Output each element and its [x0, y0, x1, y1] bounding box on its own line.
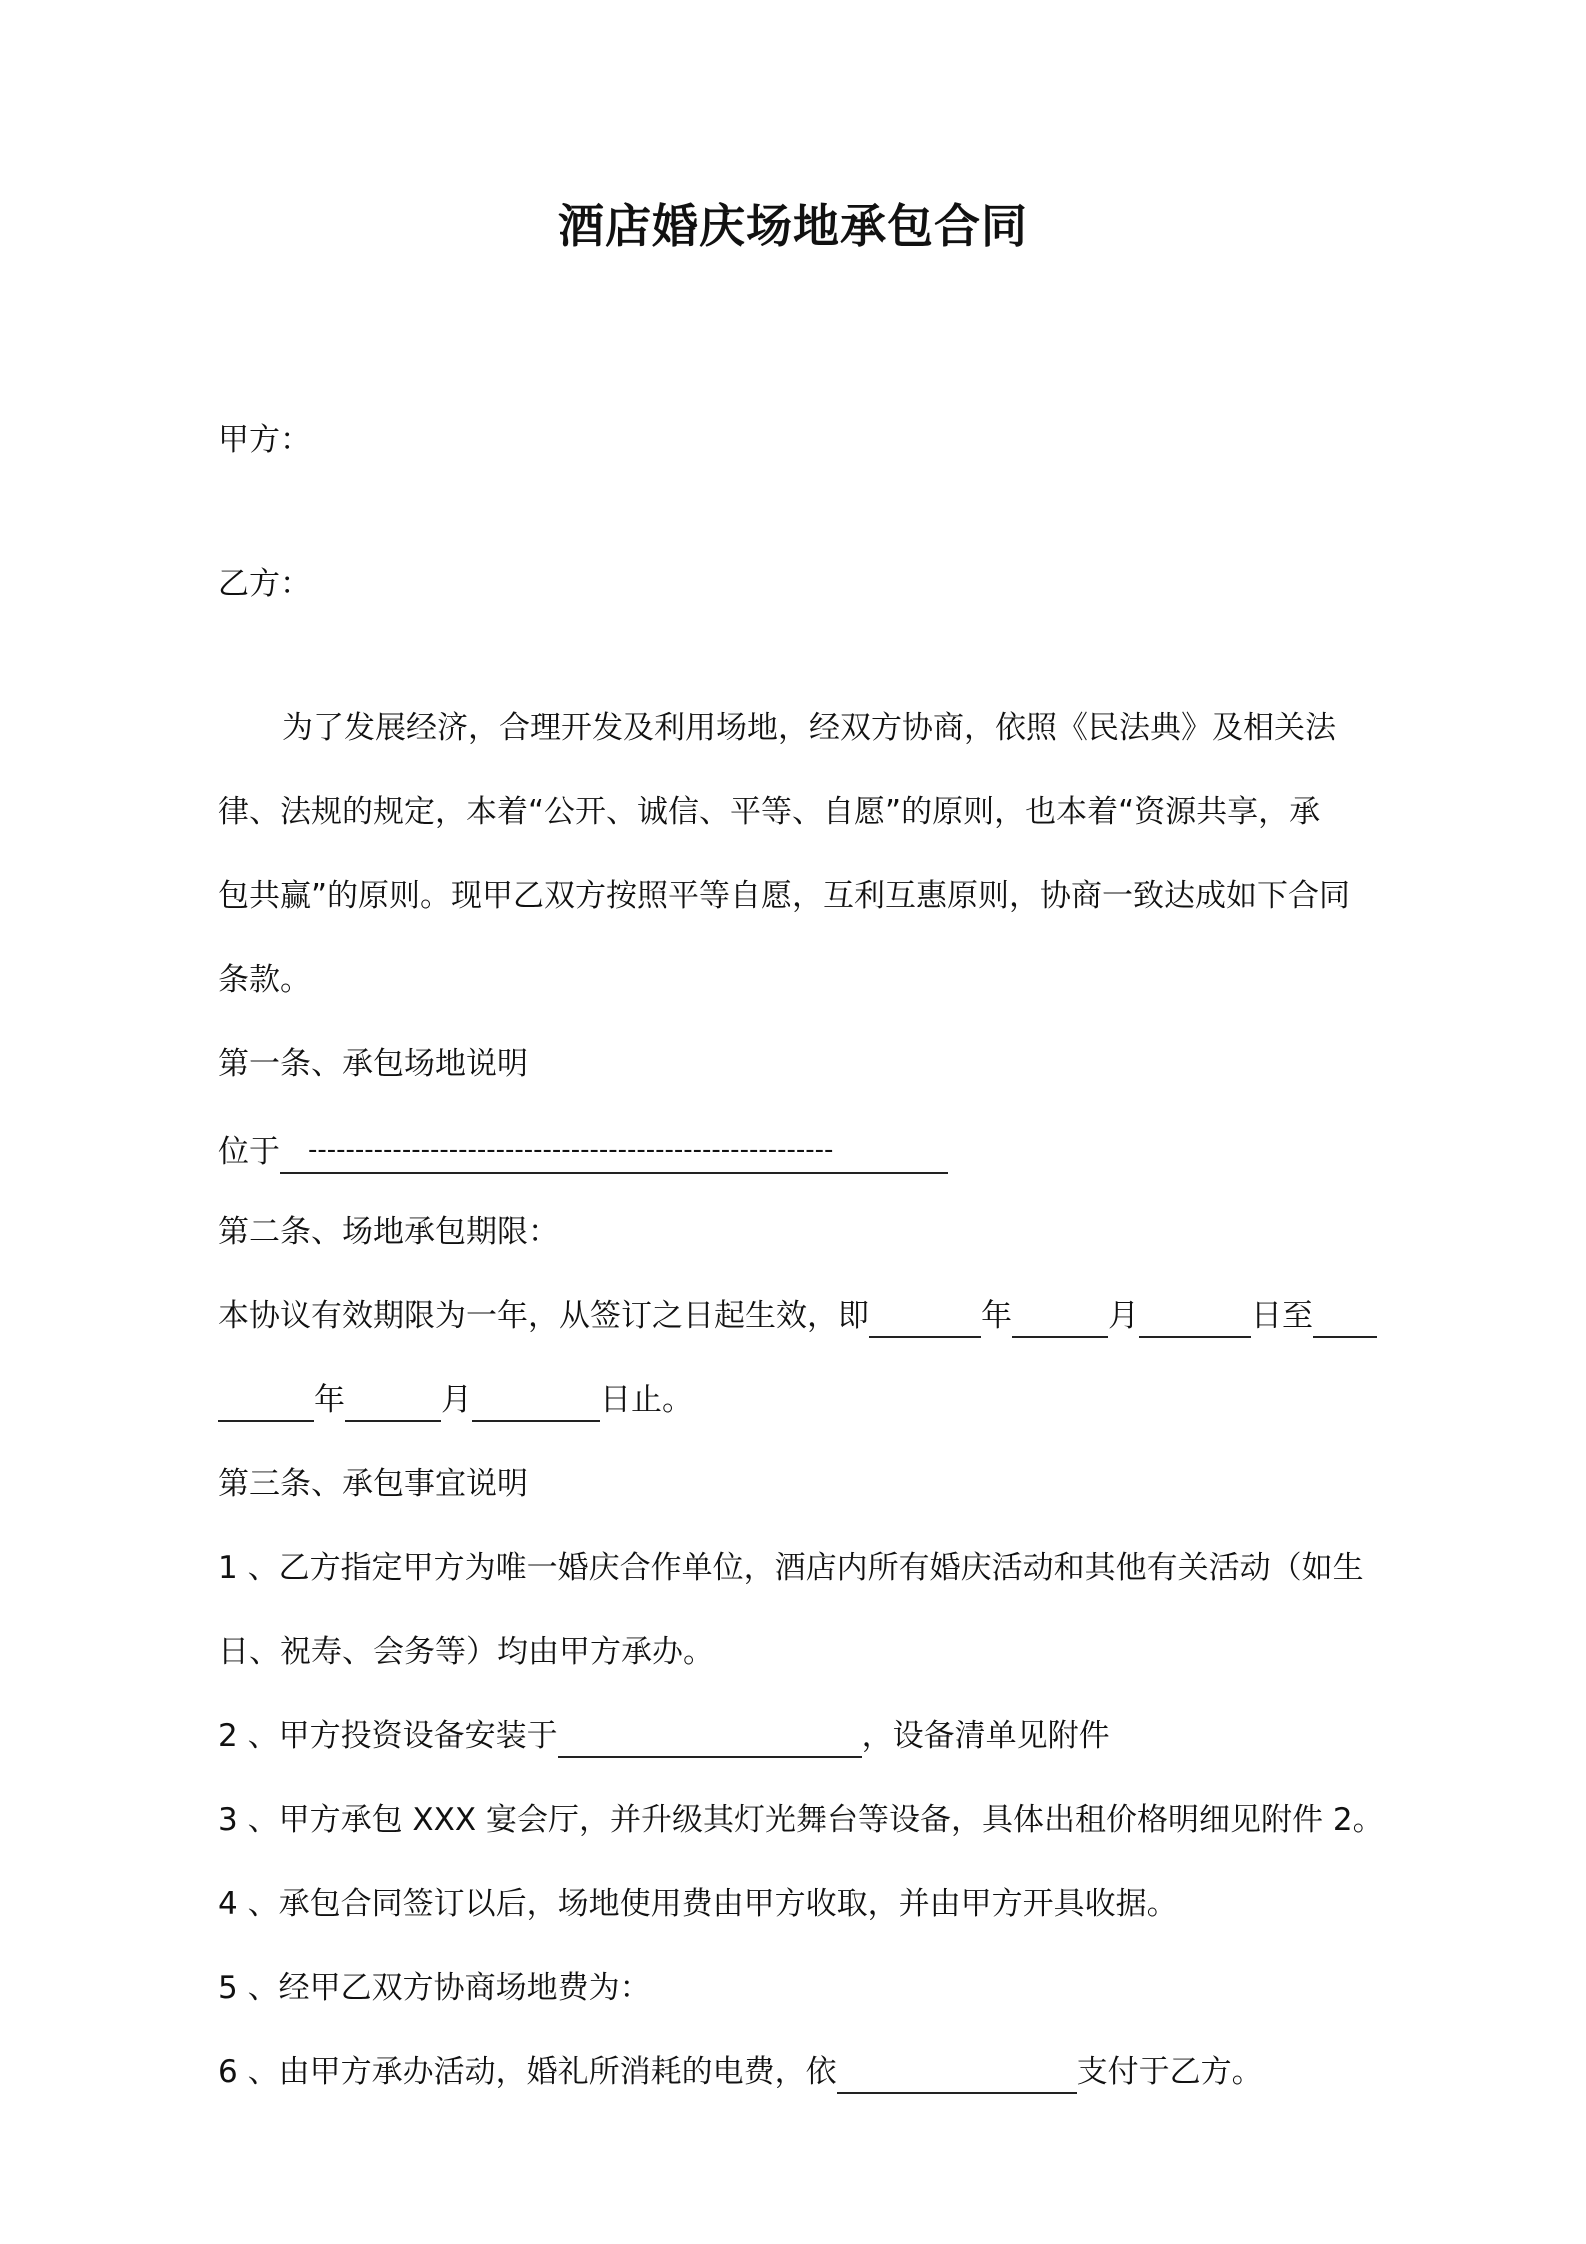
item-2	[218, 1714, 1110, 1758]
end-month-label: 月	[441, 1382, 472, 1418]
start-year-blank	[869, 1300, 981, 1338]
preamble-line-4: 条款。	[218, 962, 311, 998]
item-5: 5 、经甲乙双方协商场地费为：	[218, 1970, 651, 2006]
year-label: 年	[981, 1298, 1012, 1334]
end-day-blank	[472, 1384, 600, 1422]
term-text: 本协议有效期限为一年，从签订之日起生效，即	[218, 1298, 869, 1334]
electricity-basis-blank	[837, 2056, 1077, 2094]
article-1-location	[218, 1126, 948, 1174]
article-2-heading: 第二条、场地承包期限：	[218, 1214, 559, 1250]
location-label: 位于	[218, 1134, 280, 1170]
preamble-line-2: 律、法规的规定，本着“公开、诚信、平等、自愿”的原则，也本着“资源共享，承	[218, 794, 1321, 830]
party-a-label: 甲方：	[218, 422, 311, 458]
end-year-blank-part2	[218, 1384, 314, 1422]
preamble-line-3: 包共赢”的原则。现甲乙双方按照平等自愿，互利互惠原则，协商一致达成如下合同	[218, 878, 1351, 914]
item-3: 3 、甲方承包 XXX 宴会厅，并升级其灯光舞台等设备，具体出租价格明细见附件 2。	[218, 1802, 1384, 1838]
article-2-line-1	[218, 1294, 1377, 1338]
article-2-line-2	[218, 1378, 693, 1422]
end-month-blank	[345, 1384, 441, 1422]
location-fill: --------------------------------------------------------	[308, 1135, 834, 1165]
equipment-location-blank	[558, 1720, 862, 1758]
start-day-blank	[1139, 1300, 1251, 1338]
month-label: 月	[1108, 1298, 1139, 1334]
party-b-label: 乙方：	[218, 566, 311, 602]
preamble-line-1: 为了发展经济，合理开发及利用场地，经双方协商，依照《民法典》及相关法	[282, 710, 1336, 746]
start-month-blank	[1012, 1300, 1108, 1338]
item-6	[218, 2050, 1263, 2094]
item-6-text-a: 6 、由甲方承办活动，婚礼所消耗的电费，依	[218, 2054, 837, 2090]
item-1-line-1: 1 、乙方指定甲方为唯一婚庆合作单位，酒店内所有婚庆活动和其他有关活动（如生	[218, 1550, 1364, 1586]
item-2-text-b: ，设备清单见附件	[861, 1718, 1110, 1754]
article-1-heading: 第一条、承包场地说明	[218, 1046, 528, 1082]
location-blank	[280, 1126, 948, 1174]
document-title: 酒店婚庆场地承包合同	[558, 199, 1028, 253]
day-to-label: 日至	[1251, 1298, 1313, 1334]
end-year-blank-part1	[1313, 1300, 1377, 1338]
item-1-line-2: 日、祝寿、会务等）均由甲方承办。	[218, 1634, 714, 1670]
item-4: 4 、承包合同签订以后，场地使用费由甲方收取，并由甲方开具收据。	[218, 1886, 1178, 1922]
day-end-label: 日止。	[600, 1382, 693, 1418]
item-2-text-a: 2 、甲方投资设备安装于	[218, 1718, 558, 1754]
item-6-text-b: 支付于乙方。	[1076, 2054, 1263, 2090]
end-year-label: 年	[314, 1382, 345, 1418]
article-3-heading: 第三条、承包事宜说明	[218, 1466, 528, 1502]
